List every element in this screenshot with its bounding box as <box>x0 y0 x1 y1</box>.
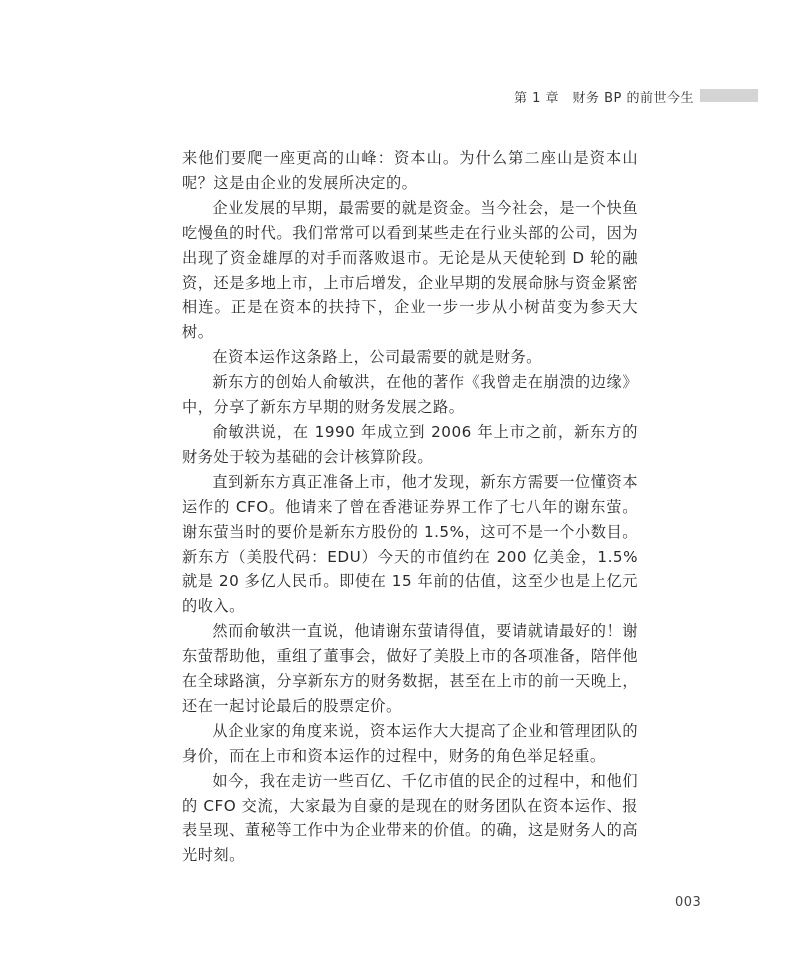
paragraph: 俞敏洪说，在 1990 年成立到 2006 年上市之前，新东方的财务处于较为基础的会计核算阶段。 <box>182 422 638 466</box>
paragraph: 然而俞敏洪一直说，他请谢东萤请得值，要请就请最好的！谢东萤帮助他，重组了董事会，做好了美股上市的各项准备，陪伴他在全球路演，分享新东方的财务数据，甚至在上市的前一天晚上，还在一起讨论最后的股票定价。 <box>182 622 638 715</box>
paragraph: 新东方的创始人俞敏洪，在他的著作《我曾走在崩溃的边缘》中，分享了新东方早期的财务发展之路。 <box>182 373 638 417</box>
paragraph: 直到新东方真正准备上市，他才发现，新东方需要一位懂资本运作的 CFO。他请来了曾在香港证券界工作了七八年的谢东萤。谢东萤当时的要价是新东方股份的 1.5%，这可不是一个小数目。新东方（美股代码：EDU）今天的市值约在 200 亿美金，1.5% 就是 20 多亿人民币。即使在 15 年前的估值，这至少也是上亿元的收入。 <box>182 472 638 616</box>
paragraph: 来他们要爬一座更高的山峰：资本山。为什么第二座山是资本山呢？这是由企业的发展所决定的。 <box>182 149 638 192</box>
page-number: 003 <box>675 895 702 910</box>
paragraph: 在资本运作这条路上，公司最需要的就是财务。 <box>212 348 542 367</box>
header-decorative-bar <box>700 89 758 102</box>
paragraph: 如今，我在走访一些百亿、千亿市值的民企的过程中，和他们的 CFO 交流，大家最为自豪的是现在的财务团队在资本运作、报表呈现、董秘等工作中为企业带来的价值。的确，这是财务人的高光时刻。 <box>182 771 638 865</box>
paragraph: 从企业家的角度来说，资本运作大大提高了企业和管理团队的身价，而在上市和资本运作的过程中，财务的角色举足轻重。 <box>182 721 638 765</box>
paragraph: 企业发展的早期，最需要的就是资金。当今社会，是一个快鱼吃慢鱼的时代。我们常常可以看到某些走在行业头部的公司，因为出现了资金雄厚的对手而落败退市。无论是从天使轮到 D 轮的融资，还是多地上市，上市后增发，企业早期的发展命脉与资金紧密相连。正是在资本的扶持下，企业一步一步从小树苗变为参天大树。 <box>182 198 638 342</box>
body-text <box>182 146 638 868</box>
running-header <box>0 86 800 106</box>
chapter-title: 第 1 章 财务 BP 的前世今生 <box>513 91 694 106</box>
